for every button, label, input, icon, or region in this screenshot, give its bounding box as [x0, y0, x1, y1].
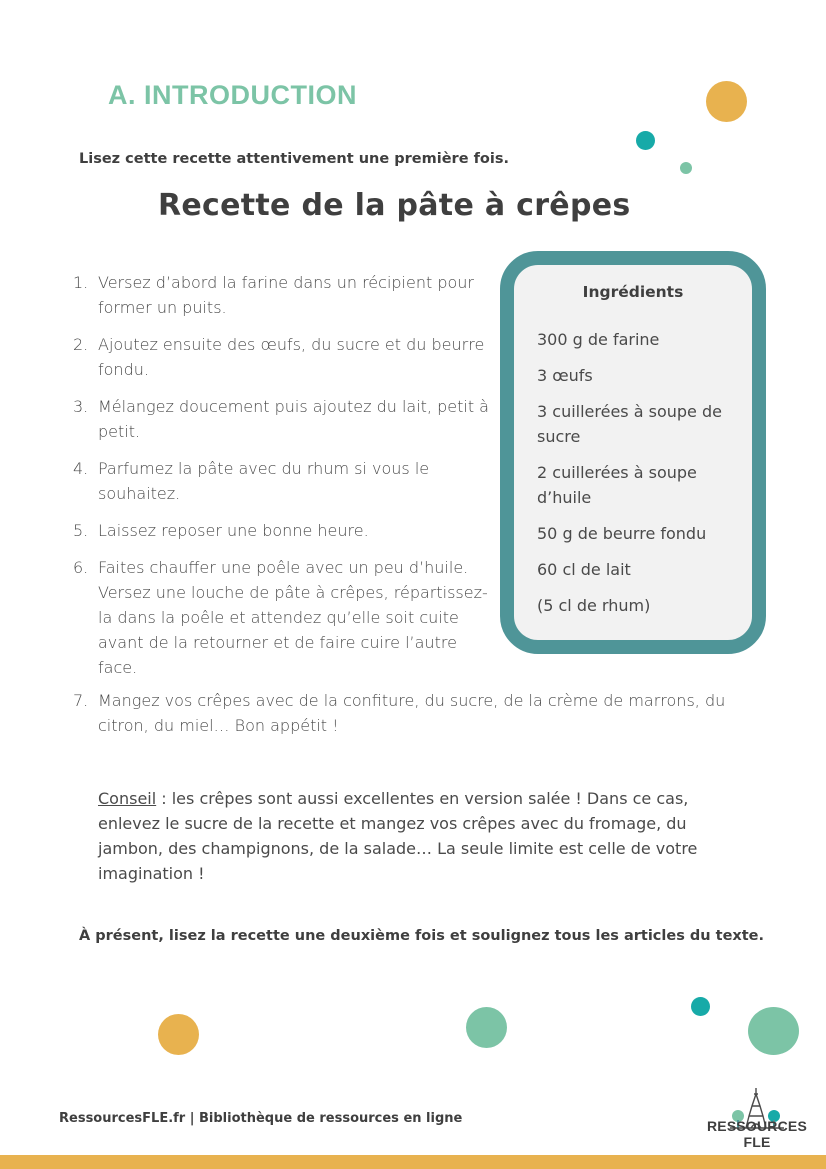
ingredients-list	[537, 327, 752, 629]
recipe-title: Recette de la pâte à crêpes	[158, 188, 631, 223]
decorative-dot-yellow	[706, 81, 747, 122]
list-item: 5. Laissez reposer une bonne heure.	[73, 521, 369, 540]
list-item: 3. Mélangez doucement puis ajoutez du lait, petit à petit.	[73, 397, 489, 441]
ingredient-item: 300 g de farine	[537, 330, 660, 349]
ingredient-item: 3 œufs	[537, 366, 593, 385]
ressources-fle-logo	[694, 1086, 820, 1150]
ingredient-item: 3 cuillerées à soupe de sucre	[537, 402, 722, 446]
list-item: 1. Versez d’abord la farine dans un récipient pour former un puits.	[73, 273, 474, 317]
ingredients-title: Ingrédients	[582, 283, 684, 301]
ingredient-item: (5 cl de rhum)	[537, 596, 651, 615]
list-item: 4. Parfumez la pâte avec du rhum si vous le souhaitez.	[73, 459, 430, 503]
list-item: 7. Mangez vos crêpes avec de la confiture, du sucre, de la crème de marrons, du citron, du miel… Bon appétit !	[73, 691, 726, 735]
bottom-bar	[0, 1155, 826, 1169]
decorative-dot-yellow	[158, 1014, 199, 1055]
advice-label: Conseil	[98, 789, 157, 808]
final-instruction: À présent, lisez la recette une deuxième fois et soulignez tous les articles du texte.	[79, 928, 765, 944]
ingredient-item: 2 cuillerées à soupe d’huile	[537, 463, 697, 507]
steps-list	[70, 270, 500, 692]
advice-text: : les crêpes sont aussi excellentes en version salée ! Dans ce cas, enlevez le sucre de la recette et mangez vos crêpes avec du fromage, du jambon, des champignons, de la salade… La seule limite est celle de votre imagination !	[98, 789, 698, 883]
ingredients-card	[500, 251, 766, 654]
instruction-text: Lisez cette recette attentivement une première fois.	[79, 151, 509, 167]
decorative-dot-green-large	[748, 1007, 799, 1055]
advice-paragraph	[98, 786, 718, 886]
ingredient-item: 50 g de beurre fondu	[537, 524, 707, 543]
logo-text: RESSOURCES FLE	[706, 1118, 808, 1150]
decorative-dot-green-small	[680, 162, 692, 174]
decorative-dot-teal	[636, 131, 655, 150]
ingredient-item: 60 cl de lait	[537, 560, 631, 579]
list-item: 6. Faites chauffer une poêle avec un peu d’huile. Versez une louche de pâte à crêpes, répartissez-la dans la poêle et attendez qu’elle soit cuite avant de la retourner et de faire cuire l’autre face.	[73, 558, 488, 677]
section-title: A. INTRODUCTION	[108, 80, 357, 110]
decorative-dot-teal	[691, 997, 710, 1016]
footer-text: RessourcesFLE.fr | Bibliothèque de ressources en ligne	[59, 1111, 463, 1126]
decorative-dot-green	[466, 1007, 507, 1048]
list-item: 2. Ajoutez ensuite des œufs, du sucre et du beurre fondu.	[73, 335, 485, 379]
